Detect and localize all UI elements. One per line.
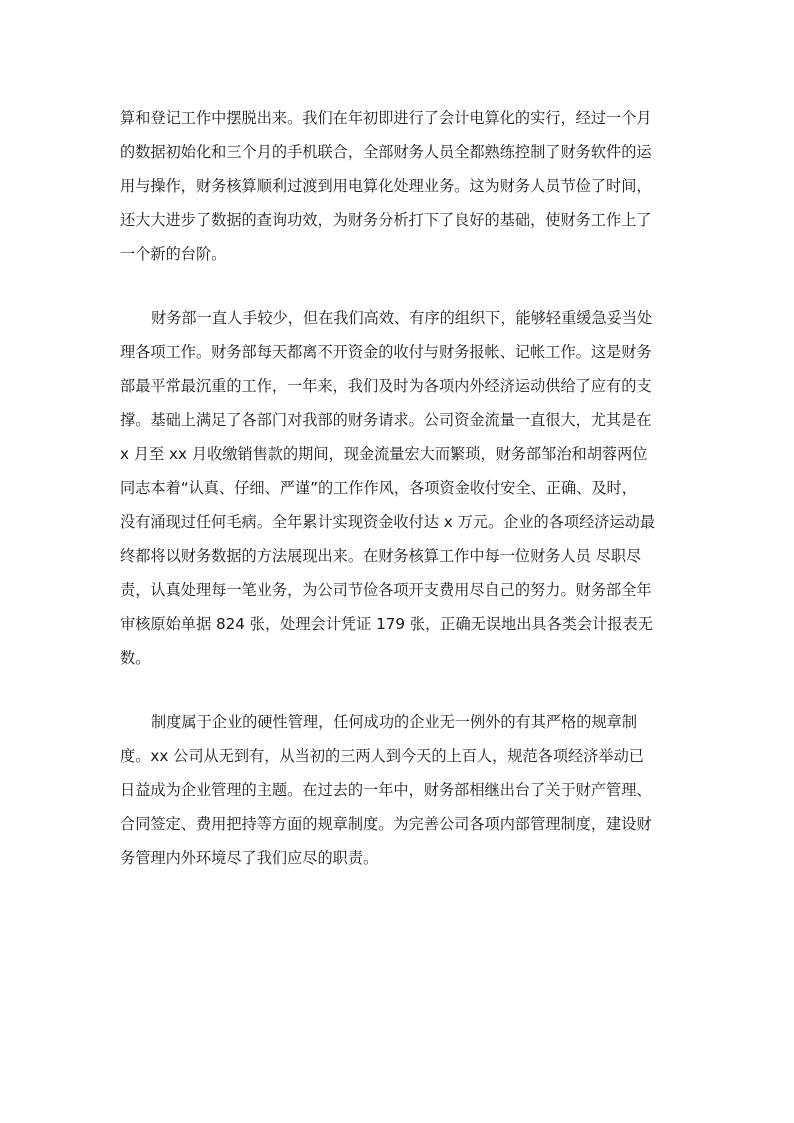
paragraph-3 [120, 705, 678, 875]
text-line: 还大大进步了数据的查询功效，为财务分析打下了良好的基础，使财务工作上了 [120, 211, 652, 229]
text-line: 用与操作，财务核算顺利过渡到用电算化处理业务。这为财务人员节俭了时间， [120, 177, 652, 195]
text-line-indented: 财务部一直人手较少，但在我们高效、有序的组织下，能够轻重缓急妥当处 [151, 309, 653, 327]
text-line: 撑。基础上满足了各部门对我部的财务请求。公司资金流量一直很大，尤其是在 [120, 411, 652, 429]
text-line: 责，认真处理每一笔业务，为公司节俭各项开支费用尽自己的努力。财务部全年 [120, 581, 652, 599]
text-line: 同志本着“认真、仔细、严谨”的工作作风，各项资金收付安全、正确、及时， [120, 479, 637, 497]
text-line: 度。xx 公司从无到有，从当初的三两人到今天的上百人，规范各项经济举动已 [120, 747, 644, 765]
text-line: 务管理内外环境尽了我们应尽的职责。 [120, 849, 379, 867]
text-line: 审核原始单据 824 张，处理会计凭证 179 张，正确无误地出具各类会计报表无 [120, 615, 653, 633]
text-line: 没有涌现过任何毛病。全年累计实现资金收付达 x 万元。企业的各项经济运动最 [120, 513, 656, 531]
text-line: 数。 [120, 649, 151, 667]
paragraph-2 [120, 301, 678, 675]
paragraph-1 [120, 101, 678, 271]
text-line: 的数据初始化和三个月的手机联合，全部财务人员全都熟练控制了财务软件的运 [120, 143, 652, 161]
text-line: 理各项工作。财务部每天都离不开资金的收付与财务报帐、记帐工作。这是财务 [120, 343, 652, 361]
text-line: 日益成为企业管理的主题。在过去的一年中，财务部相继出台了关于财产管理、 [120, 781, 652, 799]
text-line: 终都将以财务数据的方法展现出来。在财务核算工作中每一位财务人员 尽职尽 [120, 547, 642, 565]
text-line: x 月至 xx 月收缴销售款的期间，现金流量宏大而繁琐，财务部邹治和胡蓉两位 [120, 445, 648, 463]
document-body [120, 101, 678, 875]
text-line: 算和登记工作中摆脱出来。我们在年初即进行了会计电算化的实行，经过一个月 [120, 109, 652, 127]
text-line-indented: 制度属于企业的硬性管理，任何成功的企业无一例外的有其严格的规章制 [151, 713, 637, 731]
paragraph-spacer [120, 271, 678, 301]
paragraph-spacer [120, 675, 678, 705]
text-line: 部最平常最沉重的工作，一年来，我们及时为各项内外经济运动供给了应有的支 [120, 377, 652, 395]
text-line: 合同签定、费用把持等方面的规章制度。为完善公司各项内部管理制度，建设财 [120, 815, 652, 833]
text-line: 一个新的台阶。 [120, 245, 227, 263]
